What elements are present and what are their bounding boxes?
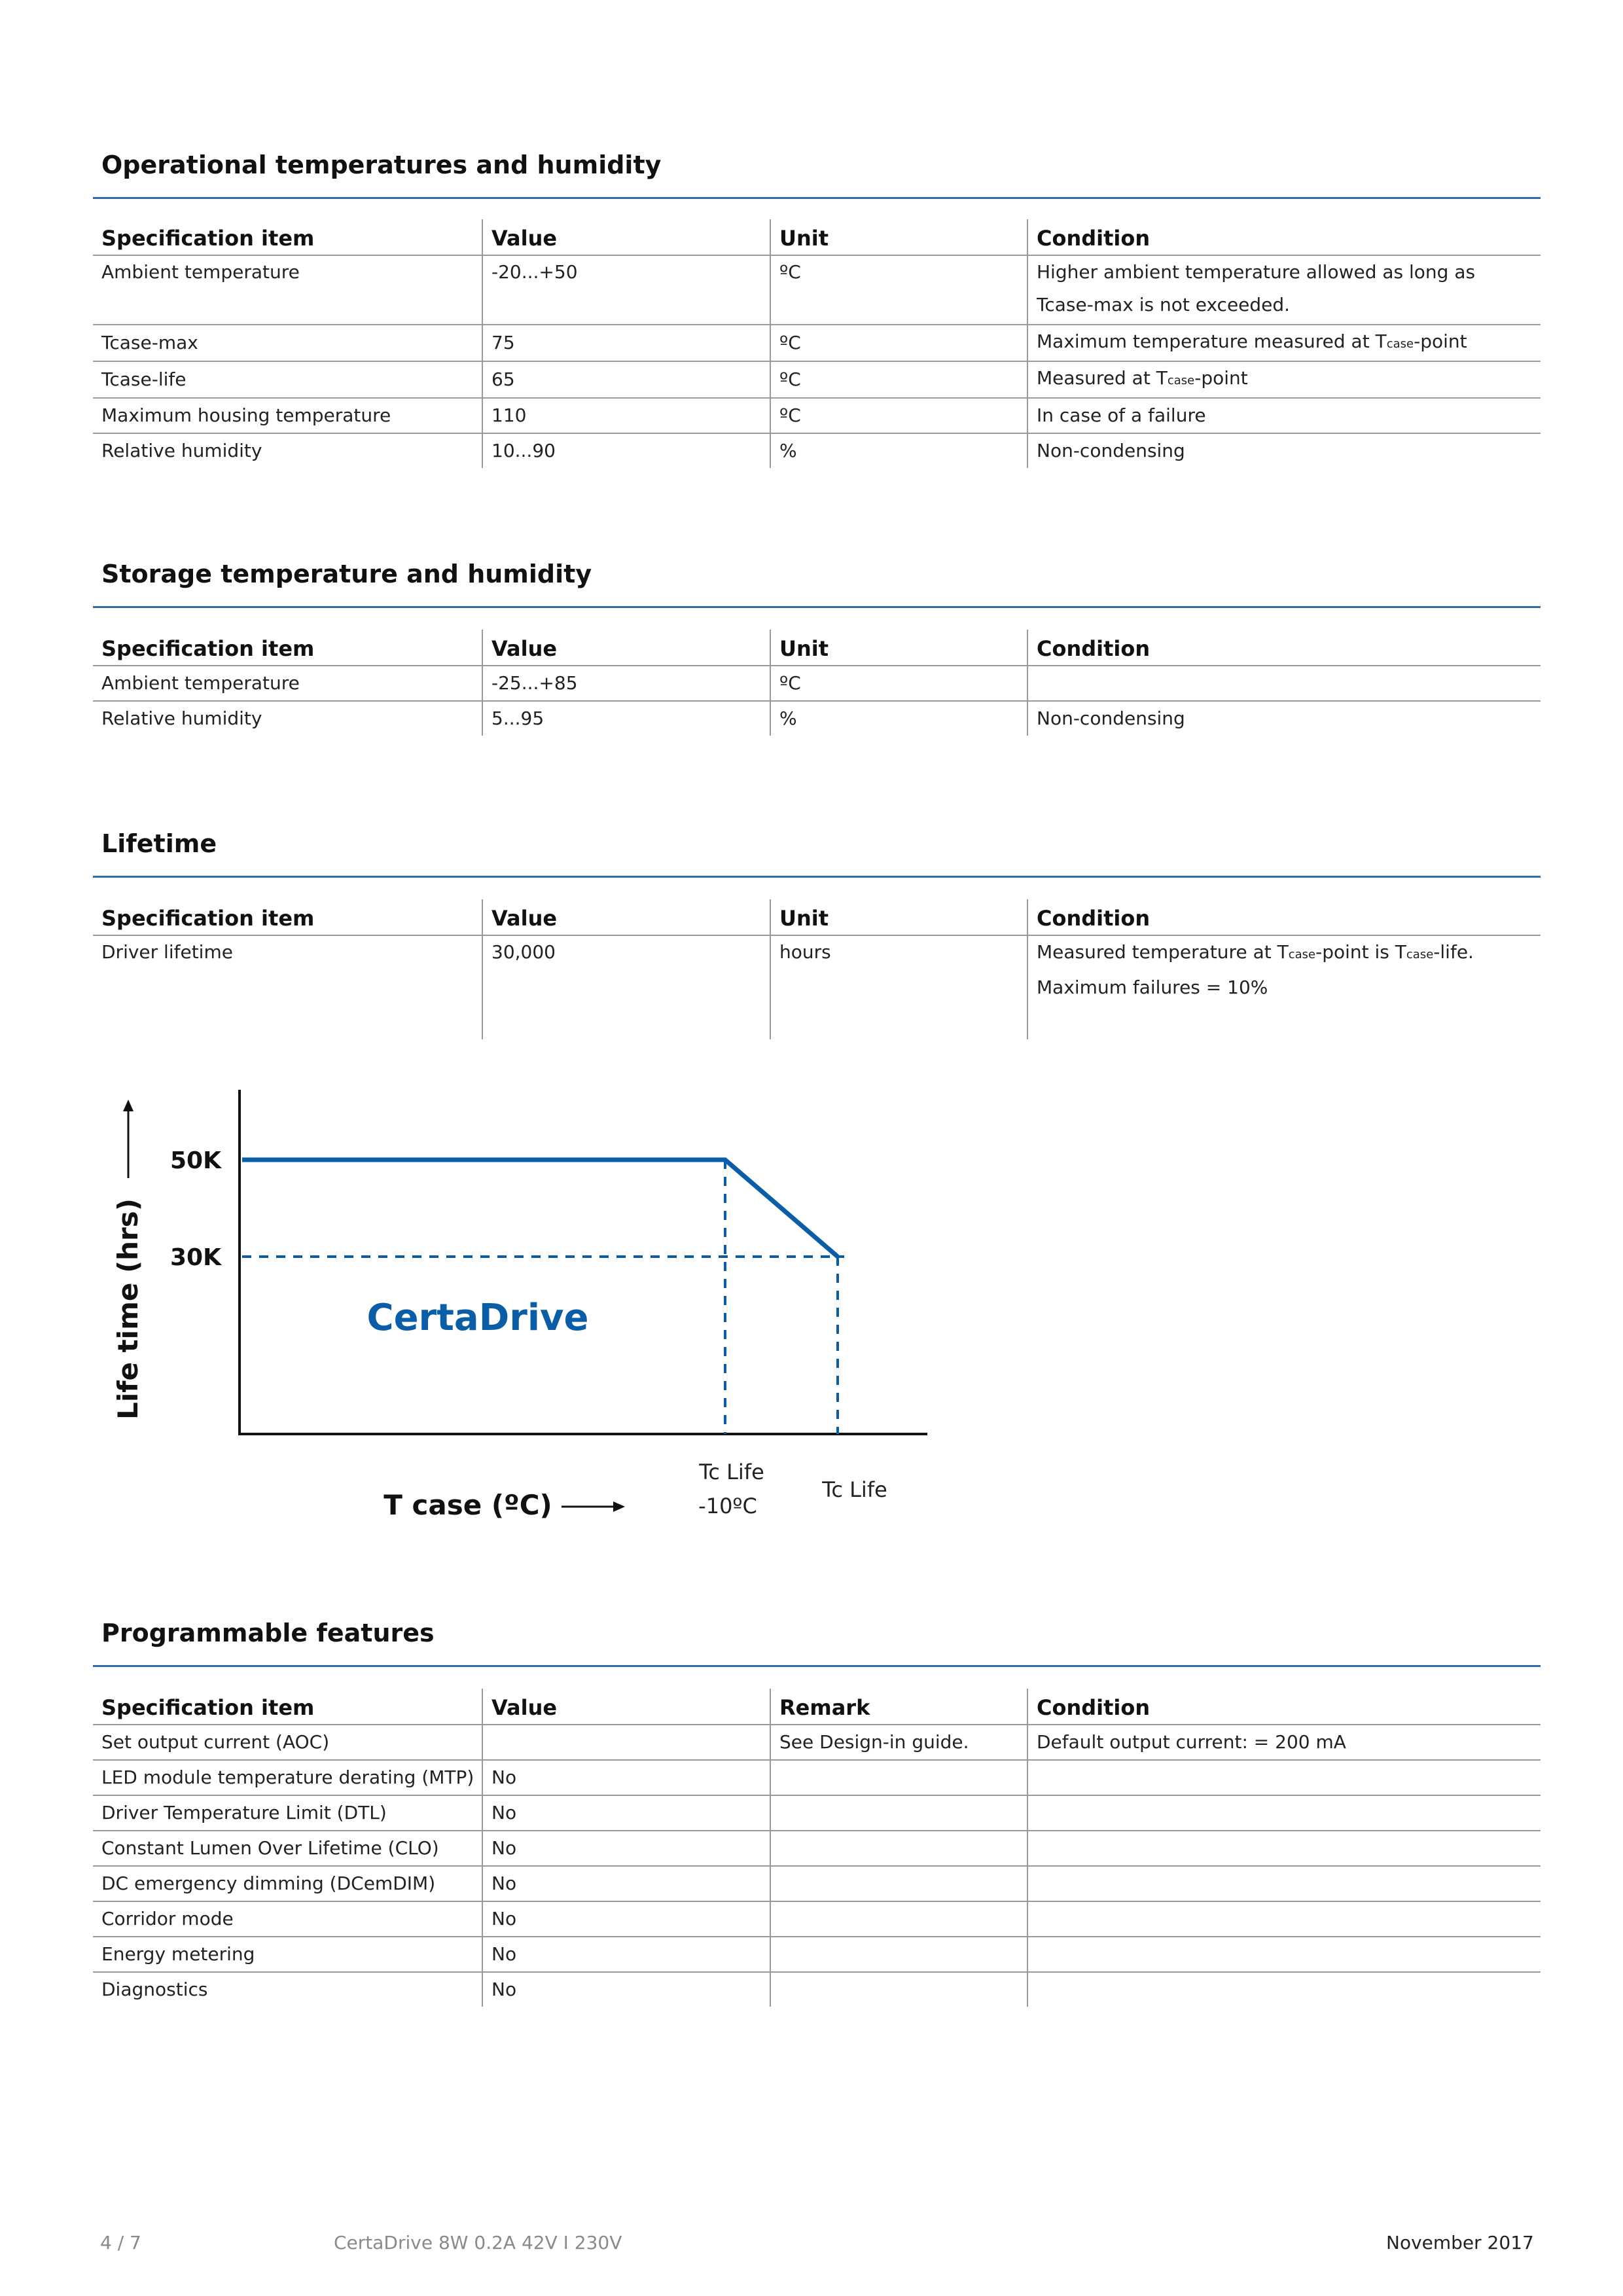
table-row [93, 361, 1541, 398]
x-axis-arrow-head-icon [613, 1501, 625, 1512]
condition-line: Higher ambient temperature allowed as long as [1037, 261, 1476, 283]
column-header: Specification item [93, 219, 482, 255]
table-row [93, 255, 1541, 325]
column-header: Unit [770, 899, 1027, 935]
cell-value: 65 [482, 361, 770, 398]
cell-condition [1027, 255, 1541, 325]
table-header-row [93, 219, 1541, 255]
cell-unit: ºC [770, 255, 1027, 325]
cell-condition [1027, 1760, 1541, 1795]
cell-value: No [482, 1901, 770, 1937]
cell-item: Relative humidity [101, 708, 262, 729]
column-header: Value [482, 1689, 770, 1725]
column-header: Value [482, 630, 770, 666]
column-header: Condition [1027, 219, 1541, 255]
cell-unit: ºC [770, 398, 1027, 433]
condition-line: Maximum failures = 10% [1037, 977, 1268, 998]
cell-value [482, 1725, 770, 1760]
condition-line: Tcase-max is not exceeded. [1037, 294, 1291, 315]
condition-subscript: case [1167, 374, 1195, 387]
section-rule [93, 876, 1541, 878]
cell-unit: % [770, 433, 1027, 468]
y-tick-label: 30K [170, 1244, 221, 1271]
footer-date: November 2017 [1386, 2232, 1534, 2253]
condition-text: -point [1194, 367, 1248, 389]
cell-remark [770, 1972, 1027, 2007]
column-header: Value [482, 219, 770, 255]
cell-unit: ºC [770, 666, 1027, 701]
section-rule [93, 197, 1541, 199]
cell-remark [770, 1937, 1027, 1972]
cell-condition [1027, 1795, 1541, 1831]
condition-text: -point [1414, 331, 1467, 352]
y-tick-label: 50K [170, 1147, 221, 1174]
column-header: Specification item [93, 1689, 482, 1725]
cell-item: Ambient temperature [93, 255, 482, 325]
column-header: Remark [770, 1689, 1027, 1725]
cell-item: Diagnostics [101, 1979, 208, 2000]
y-axis-arrow-head-icon [123, 1100, 134, 1111]
table-row [93, 701, 1541, 736]
table-header-row [93, 899, 1541, 935]
table-row [93, 1725, 1541, 1760]
cell-condition [1027, 1831, 1541, 1866]
cell-item: Set output current (AOC) [93, 1725, 482, 1760]
cell-condition: Non-condensing [1027, 433, 1541, 468]
cell-item: DC emergency dimming (DCemDIM) [93, 1866, 482, 1901]
cell-value: 110 [482, 398, 770, 433]
cell-condition [1027, 666, 1541, 701]
cell-item: Energy metering [93, 1937, 482, 1972]
condition-text: -life. [1433, 941, 1474, 963]
table-header-row [93, 630, 1541, 666]
footer-page-number: 4 / 7 [100, 2232, 141, 2253]
x-tick-label: -10ºC [698, 1494, 757, 1518]
cell-item: Relative humidity [101, 440, 262, 461]
cell-value: No [482, 1795, 770, 1831]
x-tick-label: Tc Life [699, 1460, 764, 1484]
table-row [93, 1937, 1541, 1972]
column-header: Unit [770, 219, 1027, 255]
column-header: Value [482, 899, 770, 935]
cell-item: Constant Lumen Over Lifetime (CLO) [93, 1831, 482, 1866]
section-title-storage: Storage temperature and humidity [101, 560, 592, 588]
column-header: Unit [770, 630, 1027, 666]
section-title-lifetime: Lifetime [101, 829, 217, 858]
table-row [93, 1901, 1541, 1937]
cell-condition [1027, 361, 1541, 398]
cell-value: No [482, 1866, 770, 1901]
cell-condition [1027, 1901, 1541, 1937]
cell-item: Maximum housing temperature [93, 398, 482, 433]
section-rule [93, 606, 1541, 608]
condition-text: Maximum temperature measured at T [1037, 331, 1387, 352]
column-header: Specification item [93, 899, 482, 935]
cell-remark [770, 1901, 1027, 1937]
cell-item: Driver Temperature Limit (DTL) [93, 1795, 482, 1831]
table-header-row [93, 1689, 1541, 1725]
cell-item: Tcase-max [93, 325, 482, 361]
table-row [93, 1795, 1541, 1831]
cell-value: No [482, 1972, 770, 2007]
cell-condition [1027, 1972, 1541, 2007]
cell-item: Driver lifetime [101, 941, 233, 963]
cell-condition [1027, 935, 1541, 1039]
cell-value: 75 [482, 325, 770, 361]
column-header: Condition [1027, 1689, 1541, 1725]
column-header: Condition [1027, 899, 1541, 935]
condition-text: Measured at T [1037, 367, 1168, 389]
cell-value: -20...+50 [482, 255, 770, 325]
section-rule [93, 1665, 1541, 1667]
x-tick-label: Tc Life [822, 1477, 887, 1502]
cell-item: Corridor mode [93, 1901, 482, 1937]
chart-annotation: CertaDrive [366, 1297, 589, 1339]
lifetime-series-line [242, 1160, 838, 1257]
cell-condition [1027, 1866, 1541, 1901]
y-axis-label-group [112, 1100, 144, 1420]
table-row [93, 325, 1541, 361]
cell-item: Tcase-life [93, 361, 482, 398]
cell-value: No [482, 1760, 770, 1795]
condition-subscript: case [1386, 337, 1414, 351]
cell-condition [1027, 325, 1541, 361]
column-header: Condition [1027, 630, 1541, 666]
table-row [93, 1760, 1541, 1795]
cell-unit: ºC [770, 325, 1027, 361]
cell-condition [1027, 1937, 1541, 1972]
programmable-table [93, 1689, 1541, 2007]
condition-subscript: case [1288, 948, 1316, 961]
cell-value: 5...95 [482, 701, 770, 736]
cell-item: Ambient temperature [93, 666, 482, 701]
cell-remark [770, 1795, 1027, 1831]
y-axis-label: Life time (hrs) [112, 1198, 144, 1420]
cell-value: 30,000 [482, 935, 770, 1039]
condition-text: Measured temperature at T [1037, 941, 1289, 963]
cell-remark [770, 1866, 1027, 1901]
table-row [93, 1972, 1541, 2007]
table-row [93, 398, 1541, 433]
cell-condition: Default output current: = 200 mA [1027, 1725, 1541, 1760]
cell-value: No [482, 1831, 770, 1866]
table-row [93, 666, 1541, 701]
table-row [93, 433, 1541, 468]
table-row [93, 1866, 1541, 1901]
x-axis-label: T case (ºC) [383, 1489, 552, 1521]
cell-value: 10...90 [482, 433, 770, 468]
table-row [93, 935, 1541, 1039]
column-header: Specification item [93, 630, 482, 666]
condition-subscript: case [1406, 948, 1434, 961]
table-row [93, 1831, 1541, 1866]
section-title-operational: Operational temperatures and humidity [101, 151, 662, 179]
cell-remark: See Design-in guide. [770, 1725, 1027, 1760]
cell-unit: hours [770, 935, 1027, 1039]
cell-value: No [482, 1937, 770, 1972]
condition-line [1037, 936, 1541, 971]
cell-remark [770, 1831, 1027, 1866]
cell-condition: In case of a failure [1027, 398, 1541, 433]
storage-table [93, 630, 1541, 736]
lifetime-chart [0, 1060, 982, 1545]
footer-product-name: CertaDrive 8W 0.2A 42V I 230V [334, 2232, 622, 2253]
cell-condition: Non-condensing [1027, 701, 1541, 736]
cell-unit: % [770, 701, 1027, 736]
cell-remark [770, 1760, 1027, 1795]
cell-item: LED module temperature derating (MTP) [93, 1760, 482, 1795]
condition-text: -point is T [1315, 941, 1406, 963]
operational-table [93, 219, 1541, 468]
section-title-programmable: Programmable features [101, 1619, 435, 1647]
cell-value: -25...+85 [482, 666, 770, 701]
lifetime-table [93, 899, 1541, 1039]
cell-unit: ºC [770, 361, 1027, 398]
